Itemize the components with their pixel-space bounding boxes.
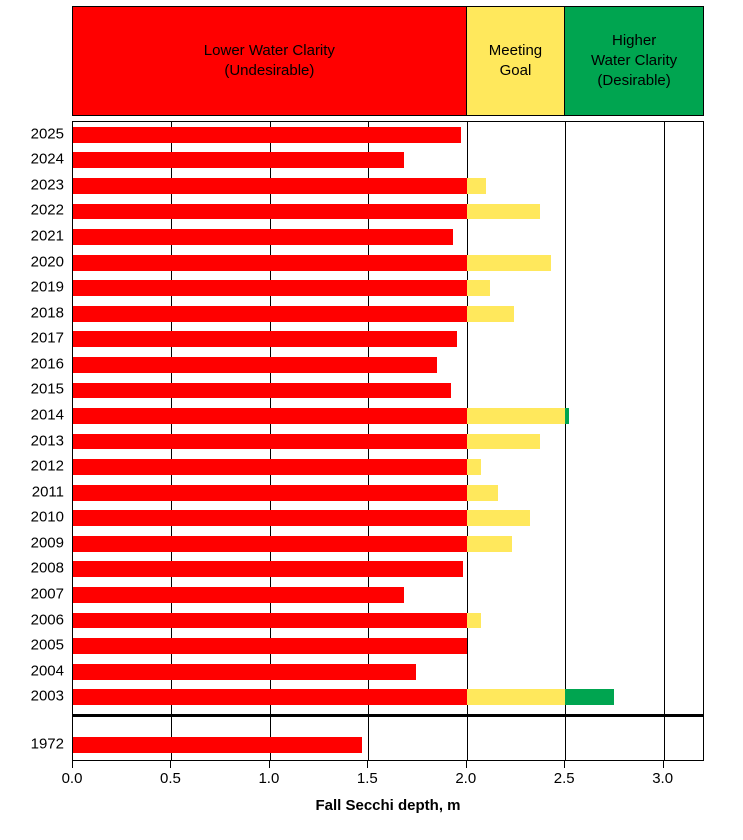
plot-area bbox=[72, 121, 704, 761]
bar-2005 bbox=[73, 638, 703, 654]
bar-segment bbox=[73, 485, 467, 501]
y-axis-label-2023: 2023 bbox=[30, 176, 64, 194]
bar-2010 bbox=[73, 510, 703, 526]
x-axis bbox=[61, 761, 704, 791]
y-axis-label-2020: 2020 bbox=[30, 253, 64, 271]
zone-higher-water-clarity bbox=[565, 7, 703, 115]
bar-segment bbox=[73, 383, 451, 399]
x-axis-title: Fall Secchi depth, m bbox=[315, 797, 461, 814]
bar-segment bbox=[467, 255, 552, 271]
bar-segment bbox=[73, 510, 467, 526]
y-axis-label-2016: 2016 bbox=[30, 355, 64, 373]
x-axis-tick bbox=[564, 761, 565, 768]
bar-segment bbox=[73, 536, 467, 552]
y-axis-label-2009: 2009 bbox=[30, 534, 64, 552]
bar-1972 bbox=[73, 737, 703, 753]
bar-segment bbox=[565, 689, 614, 705]
x-axis-tick bbox=[367, 761, 368, 768]
bar-segment bbox=[73, 152, 404, 168]
x-axis-tick-label: 0.5 bbox=[160, 770, 181, 787]
x-axis-tick-label: 0.0 bbox=[61, 770, 83, 787]
bar-2017 bbox=[73, 331, 703, 347]
bar-2015 bbox=[73, 383, 703, 399]
bars-container bbox=[73, 122, 703, 760]
bar-segment bbox=[467, 434, 540, 450]
bar-segment bbox=[73, 689, 467, 705]
bar-2003 bbox=[73, 689, 703, 705]
bar-segment bbox=[73, 638, 467, 654]
bar-segment bbox=[73, 561, 463, 577]
x-axis-tick bbox=[663, 761, 664, 768]
zone-legend-band bbox=[72, 6, 704, 116]
bar-2016 bbox=[73, 357, 703, 373]
bar-segment bbox=[73, 306, 467, 322]
bar-segment bbox=[73, 229, 453, 245]
bar-segment bbox=[565, 408, 569, 424]
bar-segment bbox=[467, 689, 565, 705]
zone-meeting-line1: Meeting bbox=[488, 41, 543, 59]
zone-lower-line2: (Undesirable) bbox=[224, 62, 315, 79]
x-axis-tick-label: 1.0 bbox=[258, 770, 280, 787]
x-axis-tick-label: 1.5 bbox=[356, 770, 378, 787]
bar-2013 bbox=[73, 434, 703, 450]
bar-segment bbox=[73, 613, 467, 629]
bar-segment bbox=[73, 434, 467, 450]
y-axis-label-2017: 2017 bbox=[30, 329, 64, 347]
bar-segment bbox=[467, 459, 481, 475]
bar-segment bbox=[73, 127, 461, 143]
bar-2006 bbox=[73, 613, 703, 629]
historic-separator-line bbox=[73, 714, 703, 717]
y-axis-labels bbox=[0, 121, 70, 761]
bar-segment bbox=[467, 536, 512, 552]
bar-2012 bbox=[73, 459, 703, 475]
zone-meeting-goal bbox=[467, 7, 565, 115]
bar-segment bbox=[467, 408, 565, 424]
bar-segment bbox=[73, 178, 467, 194]
x-axis-tick bbox=[466, 761, 467, 768]
bar-segment bbox=[467, 280, 491, 296]
bar-2018 bbox=[73, 306, 703, 322]
bar-2023 bbox=[73, 178, 703, 194]
bar-segment bbox=[73, 357, 437, 373]
x-axis-tick-label: 2.5 bbox=[553, 770, 575, 787]
y-axis-label-1972: 1972 bbox=[30, 735, 64, 753]
y-axis-label-2010: 2010 bbox=[30, 508, 64, 526]
y-axis-label-2005: 2005 bbox=[30, 636, 64, 654]
zone-higher-line3: (Desirable) bbox=[597, 72, 671, 90]
bar-segment bbox=[73, 459, 467, 475]
bar-2007 bbox=[73, 587, 703, 603]
zone-higher-line1: Higher bbox=[612, 31, 657, 49]
y-axis-label-2024: 2024 bbox=[30, 150, 64, 168]
y-axis-label-2022: 2022 bbox=[30, 201, 64, 219]
y-axis-label-2006: 2006 bbox=[30, 611, 64, 629]
bar-segment bbox=[467, 178, 487, 194]
y-axis-label-2004: 2004 bbox=[30, 662, 64, 680]
y-axis-label-2025: 2025 bbox=[30, 125, 64, 143]
zone-meeting-line2: Goal bbox=[499, 62, 532, 79]
x-axis-tick-label: 3.0 bbox=[652, 770, 674, 787]
bar-segment bbox=[73, 587, 404, 603]
y-axis-label-2013: 2013 bbox=[30, 432, 64, 450]
bar-2009 bbox=[73, 536, 703, 552]
y-axis-label-2011: 2011 bbox=[31, 483, 64, 501]
bar-segment bbox=[73, 408, 467, 424]
y-axis-label-2014: 2014 bbox=[30, 406, 64, 424]
bar-2022 bbox=[73, 204, 703, 220]
y-axis-label-2015: 2015 bbox=[30, 380, 64, 398]
y-axis-label-2019: 2019 bbox=[30, 278, 64, 296]
bar-2004 bbox=[73, 664, 703, 680]
y-axis-label-2012: 2012 bbox=[30, 457, 64, 475]
x-axis-tick bbox=[72, 761, 73, 768]
bar-2019 bbox=[73, 280, 703, 296]
y-axis-label-2003: 2003 bbox=[30, 687, 64, 705]
y-axis-label-2018: 2018 bbox=[30, 304, 64, 322]
bar-segment bbox=[73, 331, 457, 347]
bar-2020 bbox=[73, 255, 703, 271]
x-axis-tick bbox=[170, 761, 171, 768]
bar-segment bbox=[73, 255, 467, 271]
bar-segment bbox=[467, 510, 530, 526]
x-axis-tick bbox=[269, 761, 270, 768]
bar-segment bbox=[467, 613, 481, 629]
bar-segment bbox=[467, 204, 540, 220]
bar-segment bbox=[467, 485, 499, 501]
bar-segment bbox=[73, 280, 467, 296]
x-axis-tick-label: 2.0 bbox=[455, 770, 477, 787]
zone-lower-water-clarity bbox=[73, 7, 467, 115]
bar-segment bbox=[73, 737, 362, 753]
bar-2014 bbox=[73, 408, 703, 424]
zone-lower-line1: Lower Water Clarity bbox=[203, 41, 335, 59]
bar-2011 bbox=[73, 485, 703, 501]
bar-2024 bbox=[73, 152, 703, 168]
bar-2025 bbox=[73, 127, 703, 143]
zone-higher-line2: Water Clarity bbox=[591, 51, 678, 69]
y-axis-label-2008: 2008 bbox=[30, 559, 64, 577]
y-axis-label-2021: 2021 bbox=[30, 227, 64, 245]
bar-2021 bbox=[73, 229, 703, 245]
bar-segment bbox=[467, 306, 514, 322]
bar-segment bbox=[73, 664, 416, 680]
bar-2008 bbox=[73, 561, 703, 577]
bar-segment bbox=[73, 204, 467, 220]
y-axis-label-2007: 2007 bbox=[30, 585, 64, 603]
